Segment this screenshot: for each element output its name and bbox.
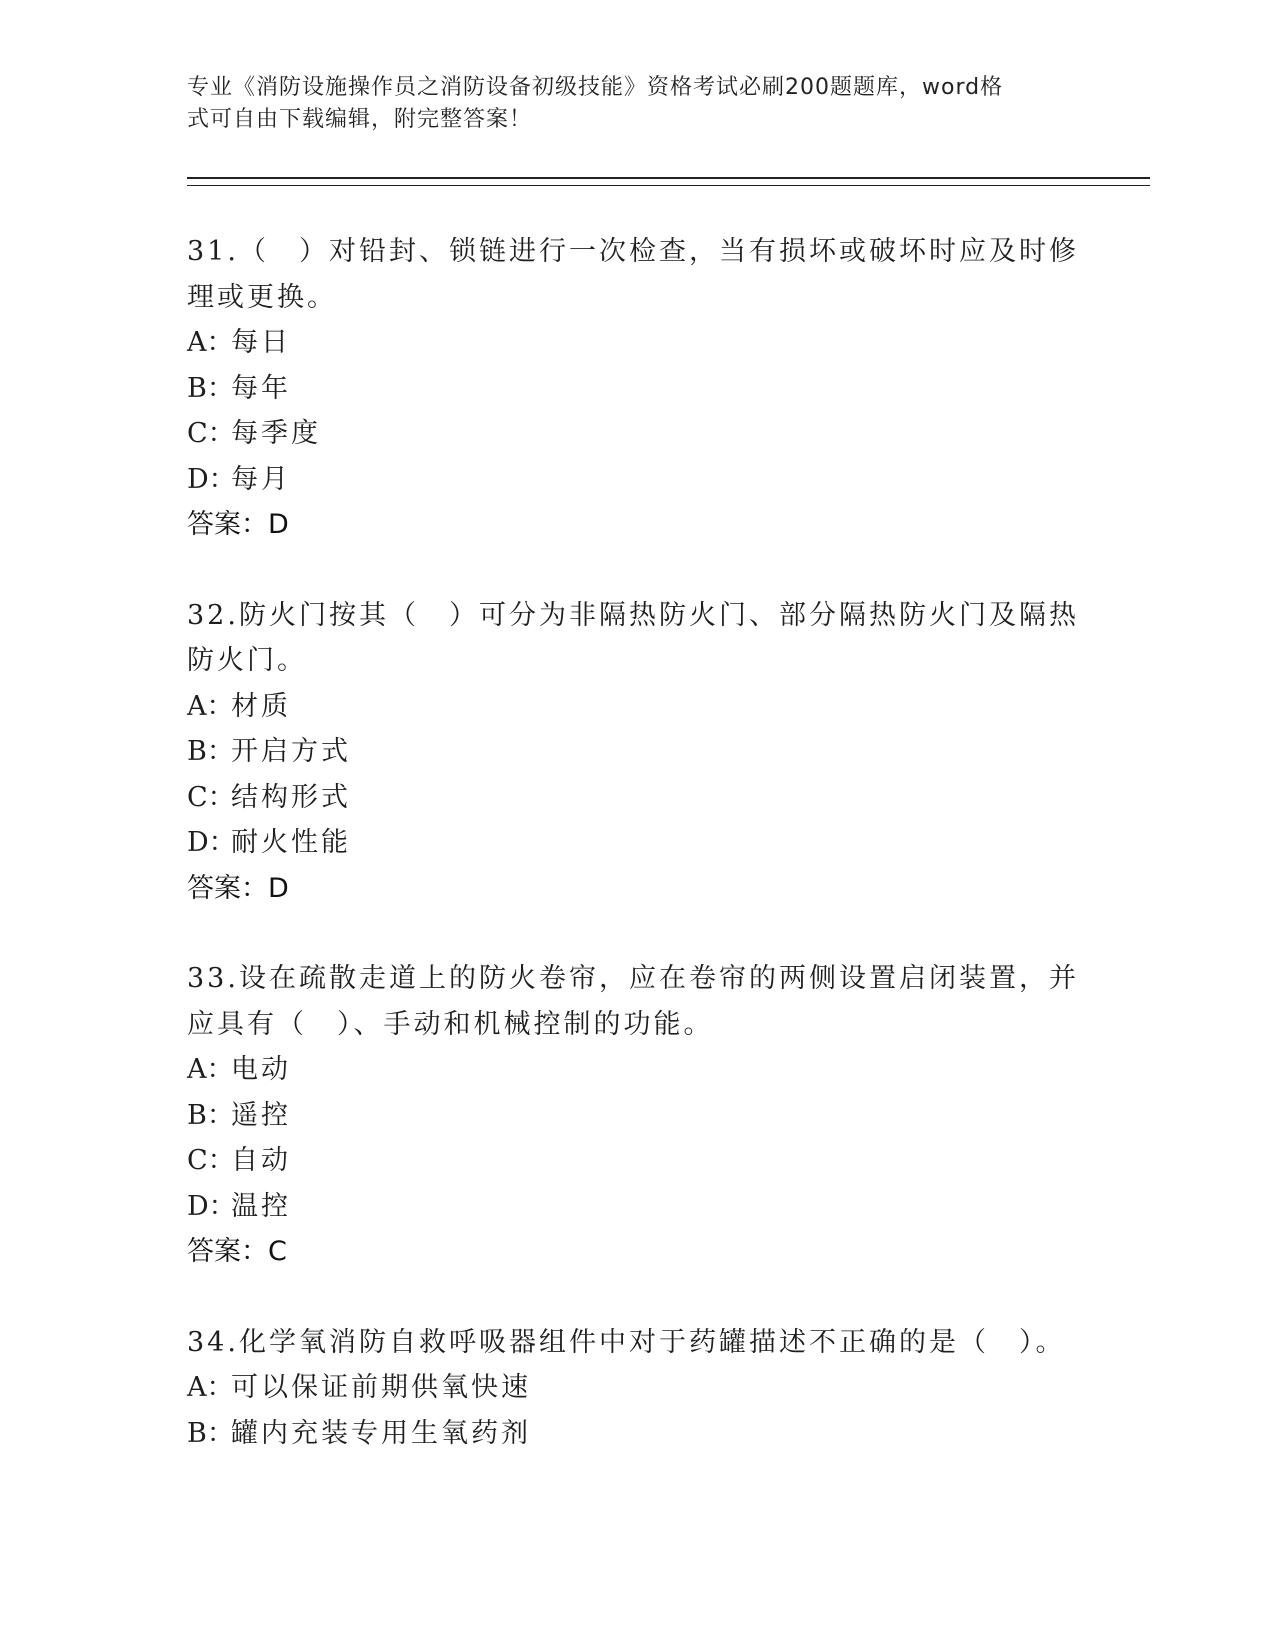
option-a bbox=[187, 1047, 1087, 1093]
option-text: 遥控 bbox=[231, 1099, 291, 1131]
option-key: B： bbox=[187, 1417, 234, 1449]
document-header bbox=[187, 72, 1067, 136]
answer-line: 答案：D bbox=[187, 509, 289, 540]
option-key: A： bbox=[187, 327, 234, 358]
question-34 bbox=[187, 1320, 1087, 1457]
option-text: 温控 bbox=[231, 1190, 291, 1222]
option-text: 每月 bbox=[231, 463, 291, 495]
option-key: A： bbox=[187, 1054, 234, 1085]
option-c bbox=[187, 1138, 1087, 1184]
header-divider bbox=[187, 177, 1150, 186]
option-b bbox=[187, 366, 1087, 412]
option-text: 可以保证前期供氧快速 bbox=[231, 1372, 531, 1403]
option-text: 材质 bbox=[231, 690, 291, 722]
question-text: 32.防火门按其（ ）可分为非隔热防火门、部分隔热防火门及隔热防火门。 bbox=[187, 599, 1079, 676]
option-key: D： bbox=[187, 827, 236, 858]
option-key: B： bbox=[187, 736, 234, 767]
question-text: 33.设在疏散走道上的防火卷帘，应在卷帘的两侧设置启闭装置，并应具有（ ）、手动和机械控制的功能。 bbox=[187, 963, 1079, 1040]
option-a bbox=[187, 684, 1087, 730]
header-line-1: 专业《消防设施操作员之消防设备初级技能》资格考试必刷200题题库，word格 bbox=[187, 75, 1004, 100]
option-b bbox=[187, 1093, 1087, 1139]
option-text: 耐火性能 bbox=[231, 827, 351, 858]
question-31 bbox=[187, 229, 1087, 548]
option-c bbox=[187, 775, 1087, 821]
option-d bbox=[187, 457, 1087, 503]
option-text: 自动 bbox=[231, 1145, 291, 1176]
option-text: 结构形式 bbox=[231, 781, 351, 813]
question-text: 34.化学氧消防自救呼吸器组件中对于药罐描述不正确的是（ ）。 bbox=[187, 1326, 1066, 1358]
question-text: 31.（ ）对铅封、锁链进行一次检查，当有损坏或破坏时应及时修理或更换。 bbox=[187, 236, 1079, 313]
option-d bbox=[187, 1184, 1087, 1230]
option-b bbox=[187, 729, 1087, 775]
option-key: C： bbox=[187, 781, 235, 813]
question-32 bbox=[187, 593, 1087, 912]
answer-line: 答案：C bbox=[187, 1236, 287, 1267]
option-c bbox=[187, 411, 1087, 457]
question-33 bbox=[187, 956, 1087, 1275]
option-key: C： bbox=[187, 1145, 235, 1176]
option-key: C： bbox=[187, 418, 235, 449]
option-key: B： bbox=[187, 1099, 234, 1131]
option-key: D： bbox=[187, 463, 236, 495]
option-key: B： bbox=[187, 372, 234, 404]
header-line-2: 式可自由下载编辑，附完整答案！ bbox=[187, 107, 533, 132]
option-text: 罐内充装专用生氧药剂 bbox=[231, 1417, 531, 1449]
option-a bbox=[187, 1365, 1087, 1411]
option-b bbox=[187, 1411, 1087, 1457]
option-text: 每季度 bbox=[231, 418, 321, 449]
option-text: 开启方式 bbox=[231, 736, 351, 767]
option-text: 电动 bbox=[231, 1054, 291, 1085]
question-list bbox=[187, 229, 1087, 1501]
option-key: D： bbox=[187, 1190, 236, 1222]
option-key: A： bbox=[187, 1372, 234, 1403]
option-text: 每日 bbox=[231, 327, 291, 358]
option-d bbox=[187, 820, 1087, 866]
answer-line: 答案：D bbox=[187, 872, 289, 904]
option-a bbox=[187, 320, 1087, 366]
option-text: 每年 bbox=[231, 372, 291, 404]
option-key: A： bbox=[187, 690, 234, 722]
